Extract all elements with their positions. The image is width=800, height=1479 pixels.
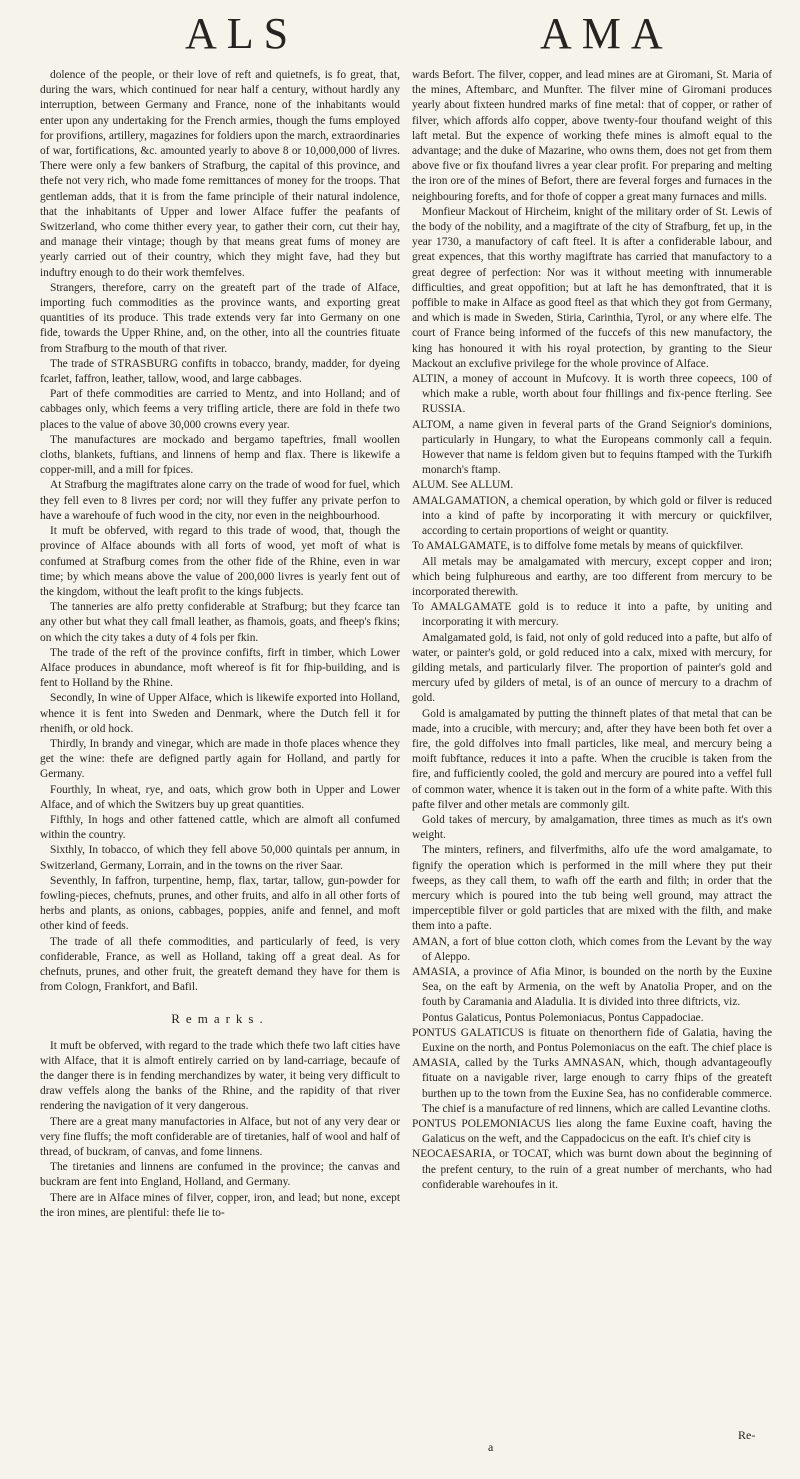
left-paragraph: Sixthly, In tobacco, of which they fell above 50,000 quintals per annum, in Switzerland, Germany, Lorrain, and in the towns on the river Saar. xyxy=(40,844,400,872)
right-paragraph: ALUM. See ALLUM. xyxy=(412,479,514,492)
remarks-paragraph: There are a great many manufactories in Alface, but not of any very dear or very fine fluffs; the moft confiderable are of tiretanies, half of wool and half of thread, of buckram, of canvas, and fome linnens. xyxy=(40,1115,400,1159)
left-paragraph: The manufactures are mockado and bergamo tapeftries, fmall woollen cloths, blankets, fuftians, and linnens of hemp and flax. There is likewife a copper-mill, and a mill for fpices. xyxy=(40,433,400,477)
right-paragraph: PONTUS POLEMONIACUS lies along the fame Euxine coaft, having the Galaticus on the weft, and the Cappadocicus on the eaft. It's chief city is xyxy=(412,1118,772,1146)
remarks-paragraph: The tiretanies and linnens are confumed in the province; the canvas and buckram are fent into England, Holland, and Germany. xyxy=(40,1161,400,1189)
left-paragraph: Fourthly, In wheat, rye, and oats, which grow both in Upper and Lower Alface, and of which the Switzers buy up great quantities. xyxy=(40,783,400,811)
remarks-heading: Remarks. xyxy=(171,1011,269,1027)
right-paragraph: Pontus Galaticus, Pontus Polemoniacus, Pontus Cappadociae. xyxy=(422,1011,704,1024)
left-paragraph: Seventhly, In faffron, turpentine, hemp, flax, tartar, tallow, gun-powder for fowling-pieces, chefnuts, prunes, and other fruits, and alfo in all other forts of herbs and plants, as onions, cabbages, poppies, anife and fennel, and moft other kind of feeds. xyxy=(40,874,400,933)
header-right: AMA xyxy=(540,9,673,58)
left-paragraph: The tanneries are alfo pretty confiderable at Strafburg; but they fcarce tan any other but what they call fmall leather, as fhamois, goats, and fheep's fkins; on which the city takes a duty of 4 fols per fkin. xyxy=(40,601,400,644)
right-paragraph: PONTUS GALATICUS is fituate on thenorthern fide of Galatia, having the Euxine on the north, and Pontus Polemoniacus on the eaft. The chief place is xyxy=(412,1026,772,1054)
left-paragraph: The trade of STRASBURG confifts in tobacco, brandy, madder, for dyeing fcarlet, faffron, leather, tallow, wood, and large cabbages. xyxy=(40,357,400,386)
right-paragraph: Monfieur Mackout of Hircheim, knight of the military order of St. Lewis of the body of the nobility, and a magiftrate of the city of Strafburg, fet up, in the year 1730, a manufactory of caft fteel. It is after a confiderable labour, and great expences, that this worthy magiftrate has carried that manufactory to a great degree of perfection: Nor was it without meeting with innumerable difficulties, and great oppofition; but at laft he has demonftrated, that it is poffible to make in Alface as good fteel as that which they got from Germany, and which is made in Sweden, Stiria, Carinthia, Tyrol, or any where elfe. The court of France being informed of the fuccefs of this new manufactory, the king has honoured it with his royal protection, by granting to the Sieur Mackout an exclufive privilege for the whole province of Alface. xyxy=(412,205,772,370)
right-column xyxy=(412,68,772,1221)
left-paragraph: Secondly, In wine of Upper Alface, which is likewife exported into Holland, whence it is fent into Sweden and Denmark, where the Dutch fell it for rhenifh, or old hock. xyxy=(40,692,400,735)
right-paragraph: Gold is amalgamated by putting the thinneft plates of that metal that can be made, into a crucible, with mercury; and, after they have been both fet over a fire, the gold diffolves into fmall particles, like meal, and mercury being a moift fubftance, reduces it into a pafte. When the crucible is taken from the fire, and fufficiently cooled, the gold and mercury are poured into a veffel full of common water, whence it is taken out in the form of a white pafte. With this pafte filver and other metals are commonly gilt. xyxy=(412,707,772,811)
right-paragraph: Gold takes of mercury, by amalgamation, three times as much as it's own weight. xyxy=(412,813,772,842)
left-paragraph: It muft be obferved, with regard to this trade of wood, that, though the province of Alface abounds with all forts of wood, yet moft of what is confumed at Strafburg comes from the other fide of the Rhine, even in war time; by which means above the value of 200,000 livres is yearly fent out of the kingdom, without the leaft profit to the kings fubjects. xyxy=(40,525,400,598)
right-paragraph: Amalgamated gold, is faid, not only of gold reduced into a pafte, but alfo of water, or painter's gold, or gold reduced into a calx, mixed with mercury, for gilding metals, and particularly filver. The proportion of painter's gold and mercury ufed by gilders of metal, is of an ounce of mercury to a drachm of gold. xyxy=(412,631,772,705)
signature-mark: a xyxy=(488,1440,494,1454)
right-paragraph: AMASIA, called by the Turks AMNASAN, which, though advantageoufly fituate on a navigable river, large enough to carry fhips of the greateft burthen up to the town from the Euxine Sea, has no confiderable commerce. The chief is a manufacture of red linnens, which are called Levantine cloths. xyxy=(412,1057,772,1115)
right-paragraph: ALTIN, a money of account in Mufcovy. It is worth three copeecs, 100 of which make a ruble, worth about four fhillings and fix-pence fterling. See RUSSIA. xyxy=(412,373,772,416)
left-paragraph: At Strafburg the magiftrates alone carry on the trade of wood for fuel, which they fell even to 8 livres per cord; nor will they fuffer any private perfon to have a warehoufe of fuch wood in the city, nor even in the neighbourhood. xyxy=(40,479,400,522)
right-paragraph: To AMALGAMATE gold is to reduce it into a pafte, by uniting and incorporating it with mercury. xyxy=(412,601,772,629)
left-paragraph: Part of thefe commodities are carried to Mentz, and into Holland; and of cabbages only, which feems a very trifling article, there are fold in thefe two places to the value of above 30,000 crowns every year. xyxy=(40,388,400,431)
right-paragraph: AMALGAMATION, a chemical operation, by which gold or filver is reduced into a kind of pafte by incorporating it with mercury or quickfilver, according to certain proportions of weight or quantity. xyxy=(412,494,772,538)
right-paragraph: AMASIA, a province of Afia Minor, is bounded on the north by the Euxine Sea, on the eaft by Armenia, on the weft by Anatolia Proper, and on the fouth by Caramania and Aladulia. It is divided into three diftricts, viz. xyxy=(412,965,772,1009)
text-columns xyxy=(40,68,772,1221)
running-header xyxy=(40,8,770,60)
right-paragraph: NEOCAESARIA, or TOCAT, which was burnt down about the beginning of the prefent century, to the ruin of a great number of merchants, who had confiderable warehoufes in it. xyxy=(412,1148,772,1191)
right-paragraph: All metals may be amalgamated with mercury, except copper and iron; which being fulphureous and earthy, are too different from mercury to be incorporated therewith. xyxy=(412,555,772,598)
left-paragraph: The trade of all thefe commodities, and particularly of feed, is very confiderable, France, as well as Holland, taking off a great deal. As for chefnuts, prunes, and other fruit, the greateft demand they have for them is from Cologn, Frankfort, and Bafil. xyxy=(40,935,400,994)
right-paragraph: AMAN, a fort of blue cotton cloth, which comes from the Levant by the way of Aleppo. xyxy=(412,935,772,963)
left-paragraph: dolence of the people, or their love of reft and quietnefs, is fo great, that, during the wars, which continued for near half a century, without hardly any interruption, between Germany and France, none of the inhabitants would enter upon any undertaking for the French armies, though the fums employed for provifions, artillery, magazines for foldiers upon the march, extraordinaries of war, fortifications, &c. amounted yearly to above 8 or 10,000,000 of livres. There were only a few bankers of Strafburg, the capital of this province, and thefe not very rich, who made fome remittances of money for the troops. That gentleman adds, that it is from the fame principle of their natural indolence, that the inhabitants of Upper and lower Alface fuffer the peafants of Switzerland, who come thither every year, to gather their corn, cut their hay, and manage their vintage; though by that means great fums of money are yearly carried out of their country, which they might fave, had they but induftry enough to do their work themfelves. xyxy=(40,69,400,279)
right-paragraph: The minters, refiners, and filverfmiths, alfo ufe the word amalgamate, to fignify the operation which is performed in the mill where they put their fweeps, as they call them, to wafh off the earth and filth; in order that the mercury which is poured into the tub being well ground, may attract the imperceptible filver or gold particles that are mixed with the filth, and make them into a pafte. xyxy=(412,844,772,933)
left-paragraph: The trade of the reft of the province confifts, firft in timber, which Lower Alface produces in abundance, moft whereof is fit for fhip-building, and is fent to Holland by the Rhine. xyxy=(40,646,400,690)
catchword: Re- xyxy=(738,1428,756,1442)
right-paragraph: wards Befort. The filver, copper, and lead mines are at Giromani, St. Maria of the mines, Aftembarc, and Munfter. The filver mine of Giromani produces yearly about fixteen hundred marks of fine metal: that of copper, or rather of filver, which affords alfo copper, above twenty-four thoufand weight of this laft metal. But the expence of working thefe mines is almoft equal to the advantage; and the duke of Mazarine, who owns them, does not get from them above five or fix thoufand livres a year clear profit. For preparing and melting the iron ore of the mines of Befort, there are feveral forges and furnaces in the neighbouring forefts, and for thofe of copper a great many furnaces and mills. xyxy=(412,69,772,203)
remarks-paragraph: It muft be obferved, with regard to the trade which thefe two laft cities have with Alface, that it is almoft entirely carried on by land-carriage, becaufe of the danger there is in fending merchandizes by water, it being very difficult to draw veffels along the banks of the Rhine, and the rapidity of that river rendering the navigation of it very dangerous. xyxy=(40,1039,400,1113)
left-paragraph: Strangers, therefore, carry on the greateft part of the trade of Alface, importing fuch commodities as the province wants, and exporting great quantities of its produce. This trade extends very far into Germany on one fide, towards the Upper Rhine, and, on the other, into all the countries fituate from Strafburg to the mouth of that river. xyxy=(40,281,400,355)
remarks-paragraph: There are in Alface mines of filver, copper, iron, and lead; but none, except the iron mines, are plentiful: thefe lie to- xyxy=(40,1191,400,1219)
header-left: ALS xyxy=(185,9,299,58)
left-paragraph: Thirdly, In brandy and vinegar, which are made in thofe places whence they get the wine: thefe are defigned partly again for Holland, and partly for Germany. xyxy=(40,737,400,781)
left-paragraph: Fifthly, In hogs and other fattened cattle, which are almoft all confumed within the country. xyxy=(40,813,400,842)
right-paragraph: To AMALGAMATE, is to diffolve fome metals by means of quickfilver. xyxy=(412,540,744,553)
right-paragraph: ALTOM, a name given in feveral parts of the Grand Seignior's dominions, particularly in Hungary, to what the Europeans commonly call a fequin. However that name is feldom given but to fequins ftamped with the Turkifh monarch's ftamp. xyxy=(412,418,772,477)
left-column xyxy=(40,68,400,1221)
